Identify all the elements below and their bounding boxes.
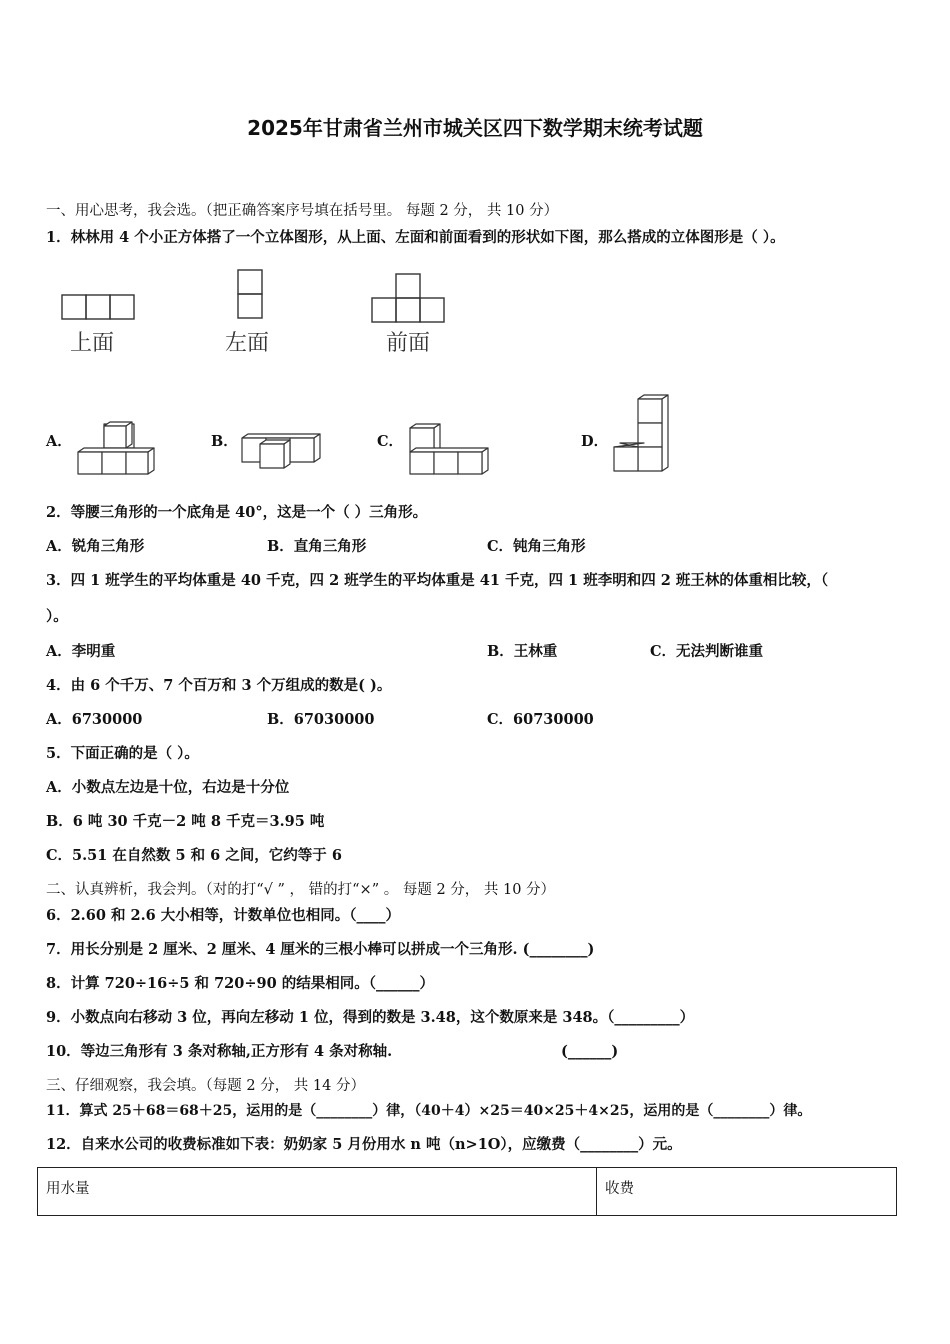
view-label-front: 前面 bbox=[386, 331, 431, 356]
view-label-left: 左面 bbox=[225, 331, 270, 356]
q1-option-d-label: D． bbox=[581, 433, 609, 450]
q5-option-b: B．6 吨 30 千克－2 吨 8 千克＝3.95 吨 bbox=[46, 813, 325, 830]
q2-option-a: A．锐角三角形 bbox=[46, 538, 145, 555]
question-7: 7．用长分别是 2 厘米、2 厘米、4 厘米的三根小棒可以拼成一个三角形. (________) bbox=[46, 941, 595, 958]
page-title: 2025年甘肃省兰州市城关区四下数学期末统考试题 bbox=[247, 116, 703, 140]
question-5-stem: 5．下面正确的是（ ）。 bbox=[46, 745, 199, 762]
q4-option-b: B．67030000 bbox=[267, 711, 375, 728]
question-6: 6．2.60 和 2.6 大小相等，计数单位也相同。（____） bbox=[46, 907, 401, 924]
section-1-heading: 一、用心思考，我会选。（把正确答案序号填在括号里。 每题 2 分， 共 10 分） bbox=[46, 203, 559, 219]
table-row bbox=[38, 1168, 897, 1216]
q3-option-a: A．李明重 bbox=[46, 643, 116, 660]
q4-option-c: C．60730000 bbox=[487, 711, 594, 728]
question-3-stem-cont: ）。 bbox=[46, 608, 68, 625]
q1-option-c-figure bbox=[408, 420, 492, 478]
view-label-top: 上面 bbox=[70, 331, 115, 356]
question-2-stem: 2．等腰三角形的一个底角是 40°，这是一个（ ）三角形。 bbox=[46, 504, 428, 521]
q2-option-c: C．钝角三角形 bbox=[487, 538, 586, 555]
question-3-stem: 3．四 1 班学生的平均体重是 40 千克，四 2 班学生的平均体重是 41 千克，四 1 班李明和四 2 班王林的体重相比较，（ bbox=[46, 572, 829, 589]
q1-option-c-label: C． bbox=[377, 433, 404, 450]
question-1-stem: 1．林林用 4 个小正方体搭了一个立体图形，从上面、左面和前面看到的形状如下图，那么搭成的立体图形是（ ）。 bbox=[46, 229, 785, 246]
question-12: 12．自来水公司的收费标准如下表：奶奶家 5 月份用水 n 吨（n>1O），应缴费（________）元。 bbox=[46, 1136, 682, 1153]
view-left-figure bbox=[236, 268, 266, 322]
q1-option-a-figure bbox=[76, 420, 160, 478]
q3-option-b: B．王林重 bbox=[487, 643, 558, 660]
q5-option-a: A．小数点左边是十位，右边是十分位 bbox=[46, 779, 290, 796]
question-9: 9．小数点向右移动 3 位，再向左移动 1 位，得到的数是 3.48，这个数原来是 348。（_________） bbox=[46, 1009, 695, 1026]
section-3-heading: 三、仔细观察，我会填。（每题 2 分， 共 14 分） bbox=[46, 1078, 365, 1094]
q4-option-a: A．6730000 bbox=[46, 711, 143, 728]
fee-table-header-charge: 收费 bbox=[597, 1168, 897, 1216]
view-front-figure bbox=[370, 272, 446, 326]
question-10-blank: (______) bbox=[561, 1043, 619, 1060]
question-11: 11．算式 25＋68＝68＋25，运用的是（________）律，（40＋4）×25＝40×25＋4×25，运用的是（________）律。 bbox=[46, 1103, 812, 1119]
q2-option-b: B．直角三角形 bbox=[267, 538, 367, 555]
q1-option-d-figure bbox=[612, 393, 674, 475]
section-2-heading: 二、认真辨析，我会判。（对的打“√ ” ， 错的打“×” 。 每题 2 分， 共 10 分） bbox=[46, 882, 556, 898]
q5-option-c: C．5.51 在自然数 5 和 6 之间，它约等于 6 bbox=[46, 847, 342, 864]
q1-option-b-label: B． bbox=[211, 433, 238, 450]
question-4-stem: 4．由 6 个千万、7 个百万和 3 个万组成的数是( )。 bbox=[46, 677, 392, 694]
q1-option-b-figure bbox=[240, 432, 326, 472]
q3-option-c: C．无法判断谁重 bbox=[650, 643, 764, 660]
question-8: 8．计算 720÷16÷5 和 720÷90 的结果相同。（______） bbox=[46, 975, 434, 992]
fee-table bbox=[37, 1167, 897, 1216]
question-10-stem: 10．等边三角形有 3 条对称轴,正方形有 4 条对称轴. bbox=[46, 1043, 393, 1060]
q1-option-a-label: A． bbox=[46, 433, 72, 450]
fee-table-header-usage: 用水量 bbox=[38, 1168, 597, 1216]
